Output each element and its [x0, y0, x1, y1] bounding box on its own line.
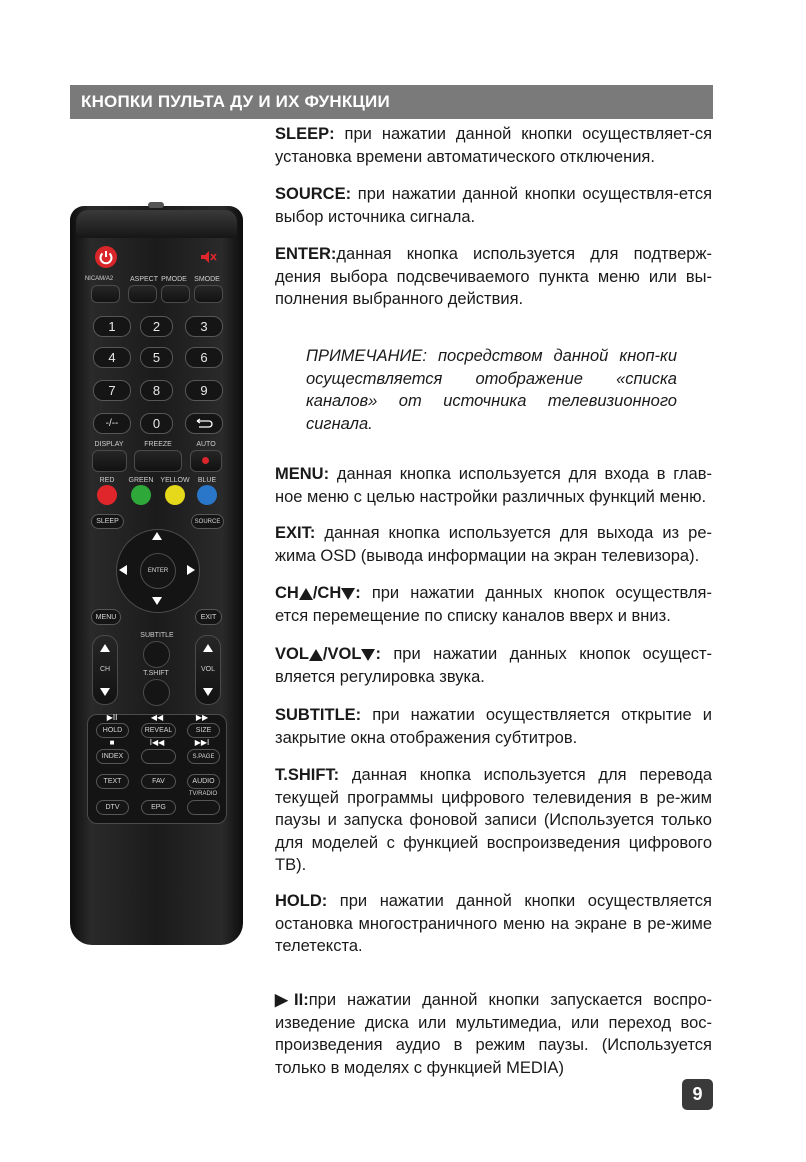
section-title: КНОПКИ ПУЛЬТА ДУ И ИХ ФУНКЦИИ — [81, 92, 390, 111]
hold-text: при нажатии данной кнопки осуществляется остановка многостраничного меню на экране в ре-жиме телетекста. — [275, 892, 712, 955]
next-icon: ▶▶I — [194, 738, 210, 747]
note-paragraph: ПРИМЕЧАНИЕ: посредством данной кноп-ки осуществляется отображение «списка каналов» от источника телевизионного сигнала. — [306, 347, 677, 433]
nicam-label: NICAM/A2 — [84, 276, 114, 282]
recall-button — [185, 413, 223, 434]
page-number: 9 — [682, 1079, 713, 1110]
ch-up-icon — [100, 644, 110, 652]
enter-key: ENTER: — [275, 245, 337, 263]
remote-top-cap — [76, 210, 237, 238]
menu-button: MENU — [91, 609, 121, 625]
freeze-button — [134, 450, 182, 472]
ir-window — [148, 202, 164, 208]
subtitle-paragraph — [275, 704, 712, 749]
section-header — [70, 85, 713, 119]
vol-key-b: /VOL — [322, 645, 362, 663]
exit-key: EXIT: — [275, 524, 316, 542]
digit-1-button: 1 — [93, 316, 131, 337]
digit-4-button: 4 — [93, 347, 131, 368]
rewind-icon: ◀◀ — [150, 713, 164, 722]
enter-button: ENTER — [140, 553, 176, 589]
digit-8-button: 8 — [140, 380, 173, 401]
tshift-button — [143, 679, 170, 706]
arrow-down-icon — [152, 597, 162, 605]
aspect-label: ASPECT — [129, 276, 159, 283]
play-pause-icon: ▶II — [106, 713, 118, 722]
sleep-text: при нажатии данной кнопки осуществляет-ся установка времени автоматического отключения. — [275, 125, 712, 166]
arrow-right-icon — [187, 565, 195, 575]
reveal-button: REVEAL — [141, 723, 176, 738]
power-button — [95, 246, 117, 268]
digit-7-button: 7 — [93, 380, 131, 401]
stop-icon: ■ — [109, 738, 115, 747]
tshift-key: T.SHIFT: — [275, 766, 340, 784]
dtv-button: DTV — [96, 800, 129, 815]
record-dot-icon — [202, 457, 209, 464]
aspect-button — [128, 285, 157, 303]
pmode-button — [161, 285, 190, 303]
ch-key-a: CH — [275, 584, 299, 602]
sleep-button: SLEEP — [91, 514, 124, 529]
vol-text: при нажатии данных кнопок осущест-вляется регулировка звука. — [275, 645, 712, 686]
menu-key: MENU: — [275, 465, 330, 483]
vol-paragraph — [275, 643, 712, 688]
spage-button: S.PAGE — [187, 749, 220, 764]
ch-down-icon — [100, 688, 110, 696]
subtitle-text: при нажатии осуществляется открытие и закрытие окна отображения субтитров. — [275, 706, 712, 747]
ch-key-b: /CH — [312, 584, 342, 602]
smode-label: SMODE — [194, 276, 220, 283]
tvradio-label: TV/RADIO — [188, 791, 218, 797]
smode-button — [194, 285, 223, 303]
recall-icon — [194, 418, 214, 430]
source-key: SOURCE: — [275, 185, 352, 203]
vol-up-icon — [203, 644, 213, 652]
blank-media-button — [141, 749, 176, 764]
tvradio-button — [187, 800, 220, 815]
play-paragraph — [275, 989, 712, 1079]
hold-paragraph — [275, 890, 712, 958]
menu-paragraph — [275, 463, 712, 508]
digit-6-button: 6 — [185, 347, 223, 368]
pmode-label: PMODE — [161, 276, 187, 283]
source-paragraph — [275, 183, 712, 228]
audio-button: AUDIO — [187, 774, 220, 789]
triangle-up-icon — [309, 649, 323, 661]
digit-2-button: 2 — [140, 316, 173, 337]
fav-button: FAV — [141, 774, 176, 789]
play-text: при нажатии данной кнопки запускается воспро-изведение диска или мультимедиа, или переход вос-произведения аудио в режим паузы. (Используется только в моделях с функцией MEDIA) — [275, 991, 712, 1077]
remote-control-image — [70, 206, 243, 945]
tshift-paragraph — [275, 764, 712, 877]
power-icon — [95, 246, 117, 268]
exit-paragraph — [275, 522, 712, 567]
index-button: INDEX — [96, 749, 129, 764]
ch-rocker — [92, 635, 118, 705]
menu-text: данная кнопка используется для входа в глав-ное меню с целью настройки различных функций меню. — [275, 465, 712, 506]
triangle-down-icon — [361, 649, 375, 661]
enter-text: данная кнопка используется для подтверж-дения выбора подсвечиваемого пункта меню или вы-полнения выбранного действия. — [275, 245, 712, 308]
arrow-left-icon — [119, 565, 127, 575]
epg-button: EPG — [141, 800, 176, 815]
ch-key-c: : — [355, 584, 361, 602]
display-button — [92, 450, 127, 472]
digit-3-button: 3 — [185, 316, 223, 337]
triangle-down-icon — [341, 588, 355, 600]
text-button: TEXT — [96, 774, 129, 789]
ch-text: при нажатии данных кнопок осуществля-ется перемещение по списку каналов вверх и вниз. — [275, 584, 712, 625]
vol-key-a: VOL — [275, 645, 309, 663]
ch-label: CH — [99, 666, 111, 673]
triangle-up-icon — [299, 588, 313, 600]
source-text: при нажатии данной кнопки осуществля-ется выбор источника сигнала. — [275, 185, 712, 226]
ch-paragraph — [275, 582, 712, 627]
hold-key: HOLD: — [275, 892, 328, 910]
yellow-button — [165, 485, 185, 505]
auto-button — [190, 450, 222, 472]
vol-key-c: : — [375, 645, 381, 663]
prev-icon: I◀◀ — [149, 738, 165, 747]
nicam-button — [91, 285, 120, 303]
tshift-text: данная кнопка используется для перевода текущей программы цифрового телевидения в ре-жим паузы и запуска фоновой записи (Используется только для моделей с функцией воспроизведения цифрового ТВ). — [275, 766, 712, 874]
source-button: SOURCE — [191, 514, 224, 529]
dash-button: -/-- — [93, 413, 131, 434]
auto-label: AUTO — [196, 441, 216, 448]
red-label: RED — [99, 477, 115, 484]
yellow-label: YELLOW — [160, 477, 190, 484]
tshift-label: T.SHIFT — [143, 670, 169, 677]
digit-9-button: 9 — [185, 380, 223, 401]
hold-button: HOLD — [96, 723, 129, 738]
arrow-up-icon — [152, 532, 162, 540]
fast-forward-icon: ▶▶ — [195, 713, 209, 722]
digit-0-button: 0 — [140, 413, 173, 434]
red-button — [97, 485, 117, 505]
subtitle-button — [143, 641, 170, 668]
play-key: ▶II: — [275, 991, 309, 1009]
green-label: GREEN — [128, 477, 154, 484]
enter-paragraph — [275, 243, 712, 311]
vol-rocker — [195, 635, 221, 705]
digit-5-button: 5 — [140, 347, 173, 368]
blue-label: BLUE — [197, 477, 217, 484]
blue-button — [197, 485, 217, 505]
display-label: DISPLAY — [94, 441, 124, 448]
green-button — [131, 485, 151, 505]
exit-button: EXIT — [195, 609, 222, 625]
vol-label: VOL — [200, 666, 216, 673]
mute-icon — [199, 248, 217, 266]
subtitle-label: SUBTITLE — [140, 632, 174, 639]
sleep-key: SLEEP: — [275, 125, 335, 143]
sleep-paragraph — [275, 123, 712, 168]
size-button: SIZE — [187, 723, 220, 738]
vol-down-icon — [203, 688, 213, 696]
freeze-label: FREEZE — [144, 441, 172, 448]
subtitle-key: SUBTITLE: — [275, 706, 362, 724]
exit-text: данная кнопка используется для выхода из ре-жима OSD (вывода информации на экран телевизора). — [275, 524, 712, 565]
